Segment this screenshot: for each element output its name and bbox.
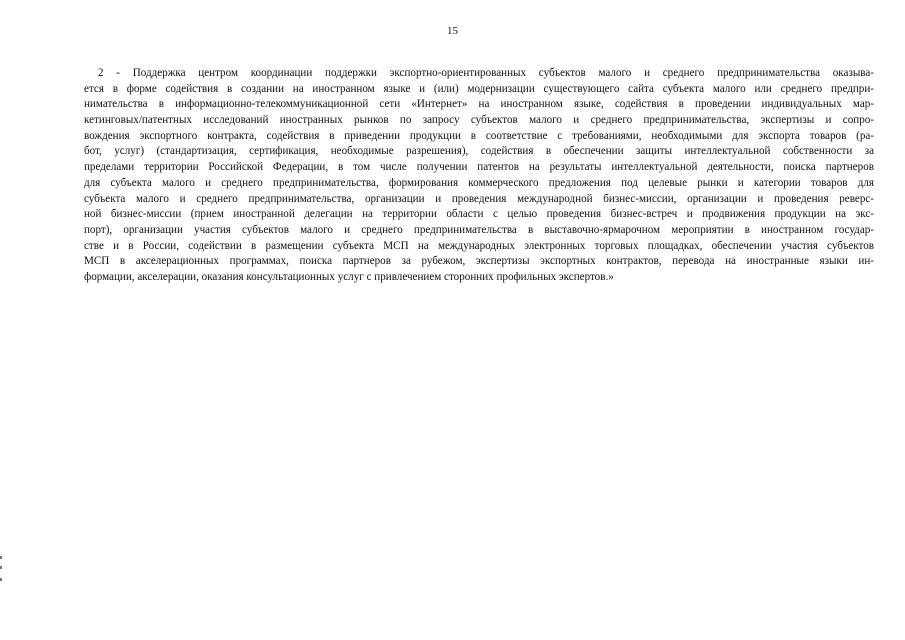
paragraph-line: стве и в России, содействии в размещении субъекта МСП на международных электронных торговых площадках, обеспечении участия субъектов bbox=[84, 239, 874, 252]
paragraph-line: порт), организации участия субъектов малого и среднего предпринимательства в выставочно-ярмарочном мероприятии в иностранном государ- bbox=[84, 223, 874, 236]
paragraph-line: вождения экспортного контракта, содействия в приведении продукции в соответствие с требованиями, необходимыми для экспорта товаров (ра- bbox=[84, 129, 874, 142]
paragraph-line: 2 - Поддержка центром координации поддержки экспортно-ориентированных субъектов малого и среднего предпринимательства оказыва- bbox=[98, 67, 874, 79]
paragraph-line: субъекта малого и среднего предпринимательства, организации и проведения международной бизнес-миссии, организации и проведения реверс- bbox=[84, 192, 874, 205]
paragraph-line: формации, акселерации, оказания консультационных услуг с привлечением сторонних профильных экспертов.» bbox=[84, 270, 614, 283]
paragraph-line: ной бизнес-миссии (прием иностранной делегации на территории области с целью проведения бизнес-встреч и продвижения продукции на экс- bbox=[84, 208, 874, 221]
paragraph-line: бот, услуг) (стандартизация, сертификация, необходимые разрешения), содействия в обеспечении защиты интеллектуальной собственности за bbox=[84, 145, 874, 158]
paragraph-line: МСП в акселерационных программах, поиска партнеров за рубежом, экспертизы экспортных контрактов, перевода на иностранные языки ин- bbox=[84, 255, 874, 268]
page-number: 15 bbox=[447, 25, 458, 37]
paragraph-line: для субъекта малого и среднего предпринимательства, формирования коммерческого предложения под целевые рынки и категории товаров для bbox=[84, 176, 874, 189]
paragraph-line: пределами территории Российской Федерации, в том числе получении патентов на результаты интеллектуальной деятельности, поиска партнеров bbox=[84, 161, 874, 174]
paragraph-line: нимательства в информационно-телекоммуникационной сети «Интернет» на иностранном языке, содействия в проведении индивидуальных мар- bbox=[84, 98, 874, 111]
scan-artifact bbox=[0, 566, 2, 569]
footnote-paragraph bbox=[84, 66, 874, 286]
paragraph-line: кетинговых/патентных исследований иностранных рынков по запросу субъектов малого и среднего предпринимательства, экспертизы и сопро- bbox=[84, 114, 874, 127]
scan-artifact bbox=[0, 578, 2, 581]
scan-artifact bbox=[0, 556, 2, 559]
paragraph-line: ется в форме содействия в создании на иностранном языке и (или) модернизации существующего сайта субъекта малого или среднего предпри- bbox=[84, 82, 874, 95]
